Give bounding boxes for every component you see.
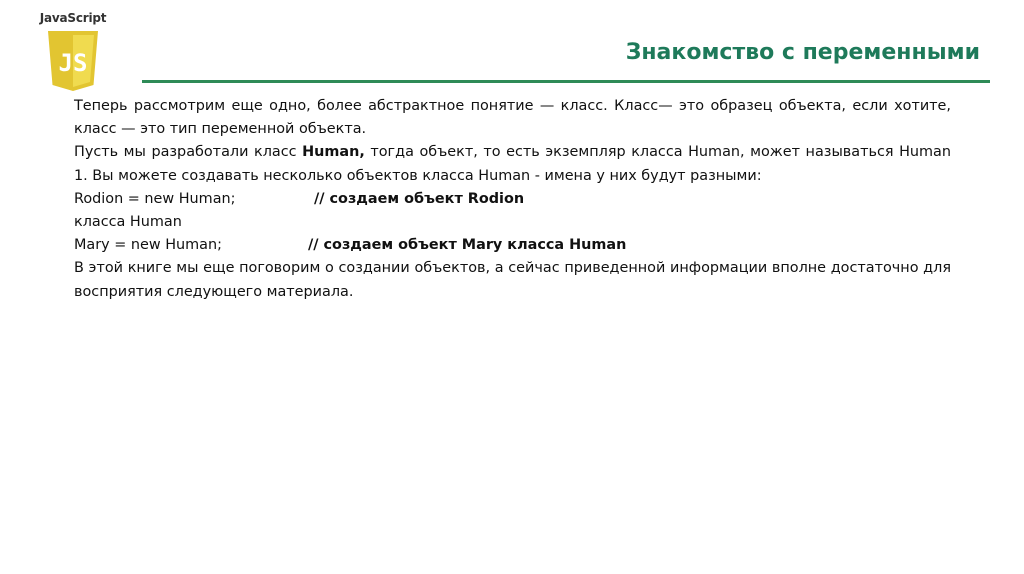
code-comment-wrap: класса Human [74, 214, 182, 231]
code-comment-rodion: // создаем объект Rodion [314, 190, 525, 207]
code-statement-rodion: Rodion = new Human; [74, 190, 236, 207]
human-keyword: Human, [302, 144, 365, 161]
slide-content [74, 95, 951, 304]
paragraph-human-start: Пусть мы разработали класс [74, 144, 303, 161]
slide-title: Знакомство с переменными [625, 40, 980, 65]
js-shield-icon [46, 29, 100, 93]
code-line-mary [74, 234, 951, 257]
logo-text: JS [58, 49, 88, 77]
paragraph-conclusion: В этой книге мы еще поговорим о создании объектов, а сейчас приведенной информации вполне достаточно для восприятия следующего материала. [74, 260, 951, 300]
code-statement-mary: Mary = new Human; [74, 237, 222, 254]
paragraph-human-class [74, 141, 951, 187]
javascript-brand [38, 11, 108, 93]
code-comment-mary: // создаем объект Mary класса Human [308, 237, 627, 254]
code-line-rodion [74, 188, 951, 211]
paragraph-class-intro: Теперь рассмотрим еще одно, более абстрактное понятие — класс. Класс— это образец объекта, если хотите, класс — это тип переменной объекта. [74, 98, 951, 138]
brand-label: JavaScript [39, 11, 107, 25]
paragraph-human-end: тогда объект, то есть экземпляр класса Human, может называться Human 1. Вы можете создавать несколько объектов класса Human - имена у них будут разными: [74, 144, 951, 184]
title-divider [142, 80, 990, 83]
